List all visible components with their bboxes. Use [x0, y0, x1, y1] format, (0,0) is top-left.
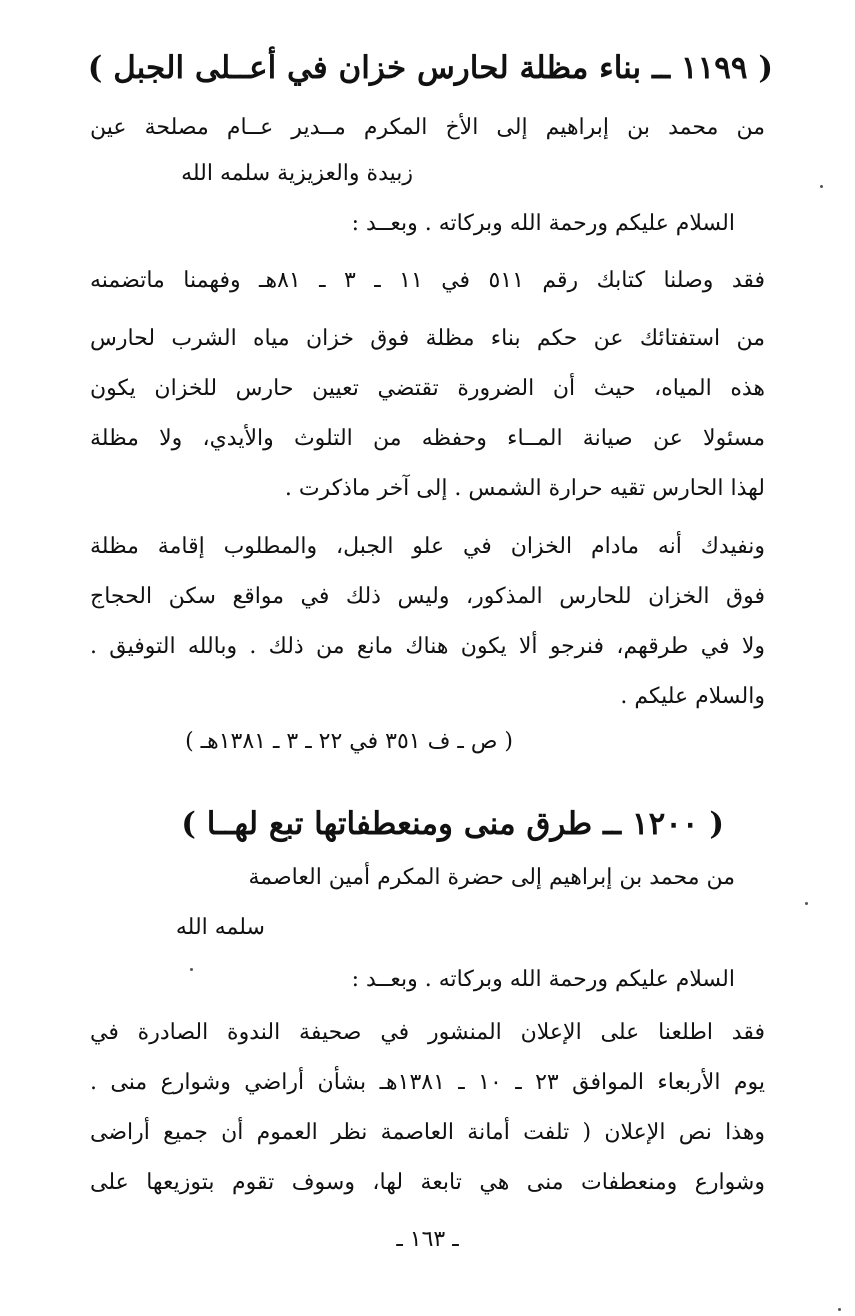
paragraph-line: يوم الأربعاء الموافق ٢٣ ـ ١٠ ـ ١٣٨١هـ بشأن أراضي وشوارع منى . — [90, 1070, 765, 1095]
paragraph-line: وهذا نص الإعلان ( تلفت أمانة العاصمة نظر العموم أن جميع أراضى — [90, 1120, 765, 1145]
page-number: ـ ١٦٣ ـ — [396, 1227, 459, 1252]
paragraph-line: ونفيدك أنه مادام الخزان في علو الجبل، والمطلوب إقامة مظلة — [90, 534, 765, 559]
greeting: السلام عليكم ورحمة الله وبركاته . وبعــد : — [351, 967, 735, 992]
paragraph-line: وشوارع ومنعطفات منى هي تابعة لها، وسوف تقوم بتوزيعها على — [90, 1170, 765, 1195]
section-title-1200: ( ١٢٠٠ ــ طرق منى ومنعطفاتها تبع لهــا ) — [181, 806, 724, 842]
scan-speck — [190, 968, 193, 971]
addressee-line-2: سلمه الله — [175, 915, 265, 940]
paragraph-line: هذه المياه، حيث أن الضرورة تقتضي تعيين حارس للخزان يكون — [90, 376, 765, 401]
paragraph-line: من استفتائك عن حكم بناء مظلة فوق خزان مياه الشرب لحارس — [90, 326, 765, 351]
section-title-1199: ( ١١٩٩ ــ بناء مظلة لحارس خزان في أعــلى الجبل ) — [87, 50, 773, 86]
paragraph-line: مسئولا عن صيانة المــاء وحفظه من التلوث والأيدي، ولا مظلة — [90, 426, 765, 451]
paragraph-line: لهذا الحارس تقيه حرارة الشمس . إلى آخر ماذكرت . — [284, 476, 765, 501]
paragraph-line: والسلام عليكم . — [620, 684, 765, 709]
paragraph-line: فقد اطلعنا على الإعلان المنشور في صحيفة الندوة الصادرة في — [90, 1020, 765, 1045]
paragraph-line: فوق الخزان للحارس المذكور، وليس ذلك في مواقع سكن الحجاج — [90, 584, 765, 609]
paragraph-line: ولا في طرقهم، فنرجو ألا يكون هناك مانع من ذلك . وبالله التوفيق . — [90, 634, 765, 659]
scan-speck — [805, 902, 808, 905]
scan-speck — [838, 1308, 841, 1311]
paragraph-line: فقد وصلنا كتابك رقم ٥١١ في ١١ ـ ٣ ـ ٨١هـ وفهمنا ماتضمنه — [90, 268, 765, 293]
addressee-line-1: من محمد بن إبراهيم إلى الأخ المكرم مــدير عــام مصلحة عين — [90, 115, 765, 140]
greeting: السلام عليكم ورحمة الله وبركاته . وبعــد : — [351, 211, 735, 236]
addressee-line-2: زبيدة والعزيزية سلمه الله — [181, 161, 413, 186]
addressee-line-1: من محمد بن إبراهيم إلى حضرة المكرم أمين العاصمة — [248, 865, 735, 890]
scan-speck — [820, 185, 823, 188]
reference-line: ( ص ـ ف ٣٥١ في ٢٢ ـ ٣ ـ ١٣٨١هـ ) — [185, 729, 513, 754]
